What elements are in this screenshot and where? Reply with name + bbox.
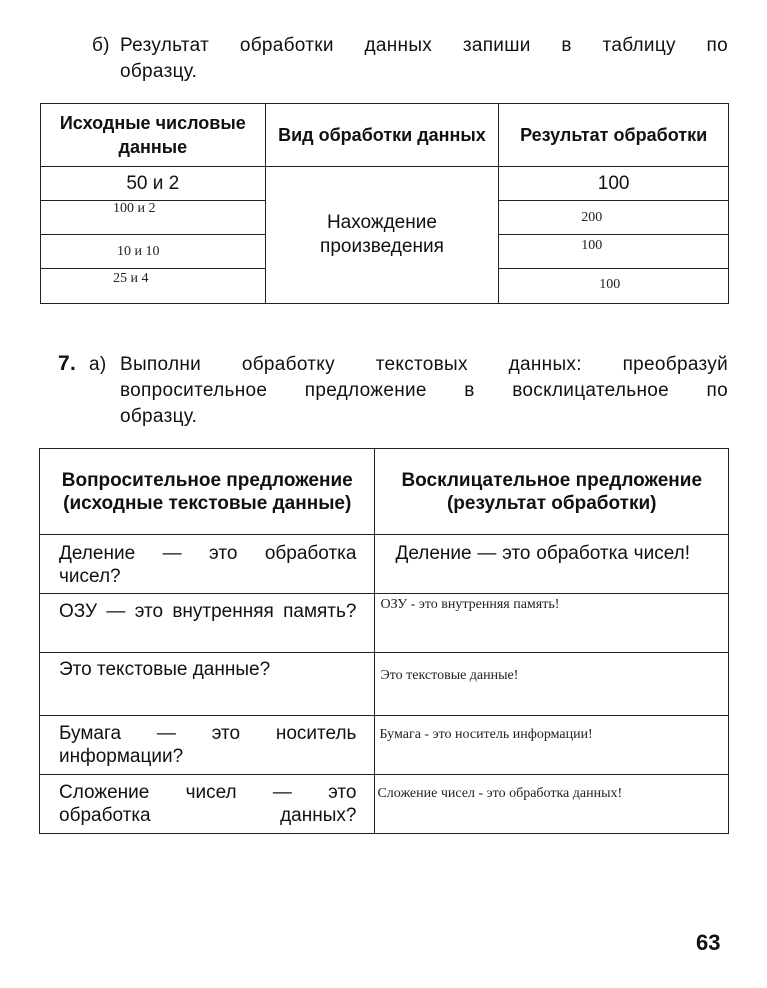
task-7-line-2: вопросительное предложение в восклицательное по — [120, 380, 728, 401]
header-question: Вопросительное предложение (исходные текстовые данные) — [40, 449, 375, 535]
task-b-marker: б) — [92, 35, 110, 56]
answer-cell-1: Деление — это обработка чисел! — [375, 535, 729, 594]
answer-cell-2: ОЗУ - это внутренняя память! — [375, 594, 729, 653]
sample-input-cell: 50 и 2 — [41, 167, 266, 201]
task-b-line-2: образцу. — [120, 61, 198, 82]
sample-result-cell: 100 — [499, 167, 729, 201]
result-cell-3: 100 — [499, 269, 729, 304]
task-7-line-3: образцу. — [120, 406, 198, 427]
numeric-data-table — [40, 103, 729, 304]
input-cell-1: 100 и 2 — [41, 201, 266, 235]
header-result: Результат обработки — [499, 104, 729, 167]
process-text: Нахождение произведения — [320, 212, 444, 257]
input-cell-2: 10 и 10 — [41, 235, 266, 269]
result-cell-1: 200 — [499, 201, 729, 235]
header-input-data: Исходные числовые данные — [41, 104, 266, 167]
task-b-line-1: Результат обработки данных запиши в таблицу по — [120, 35, 728, 56]
result-cell-2: 100 — [499, 235, 729, 269]
question-cell-2: ОЗУ — это внутренняя память? — [40, 594, 375, 653]
input-cell-3: 25 и 4 — [41, 269, 266, 304]
task-7-number: 7. — [58, 352, 77, 375]
question-cell-5: Сложение чисел — это обработка данных? — [40, 775, 375, 834]
task-7-marker: а) — [89, 354, 107, 375]
task-7-line-1: Выполни обработку текстовых данных: преобразуй — [120, 354, 728, 375]
question-cell-3: Это текстовые данные? — [40, 653, 375, 716]
answer-cell-4: Бумага - это носитель информации! — [375, 716, 729, 775]
header-exclamation: Восклицательное предложение (результат обработки) — [375, 449, 729, 535]
sentence-conversion-table — [39, 448, 729, 834]
header-process-type: Вид обработки данных — [265, 104, 499, 167]
answer-cell-5: Сложение чисел - это обработка данных! — [375, 775, 729, 834]
question-cell-4: Бумага — это носитель информации? — [40, 716, 375, 775]
question-cell-1: Деление — это обработка чисел? — [40, 535, 375, 594]
process-cell — [265, 167, 499, 304]
page-number: 63 — [696, 930, 721, 955]
answer-cell-3: Это текстовые данные! — [375, 653, 729, 716]
